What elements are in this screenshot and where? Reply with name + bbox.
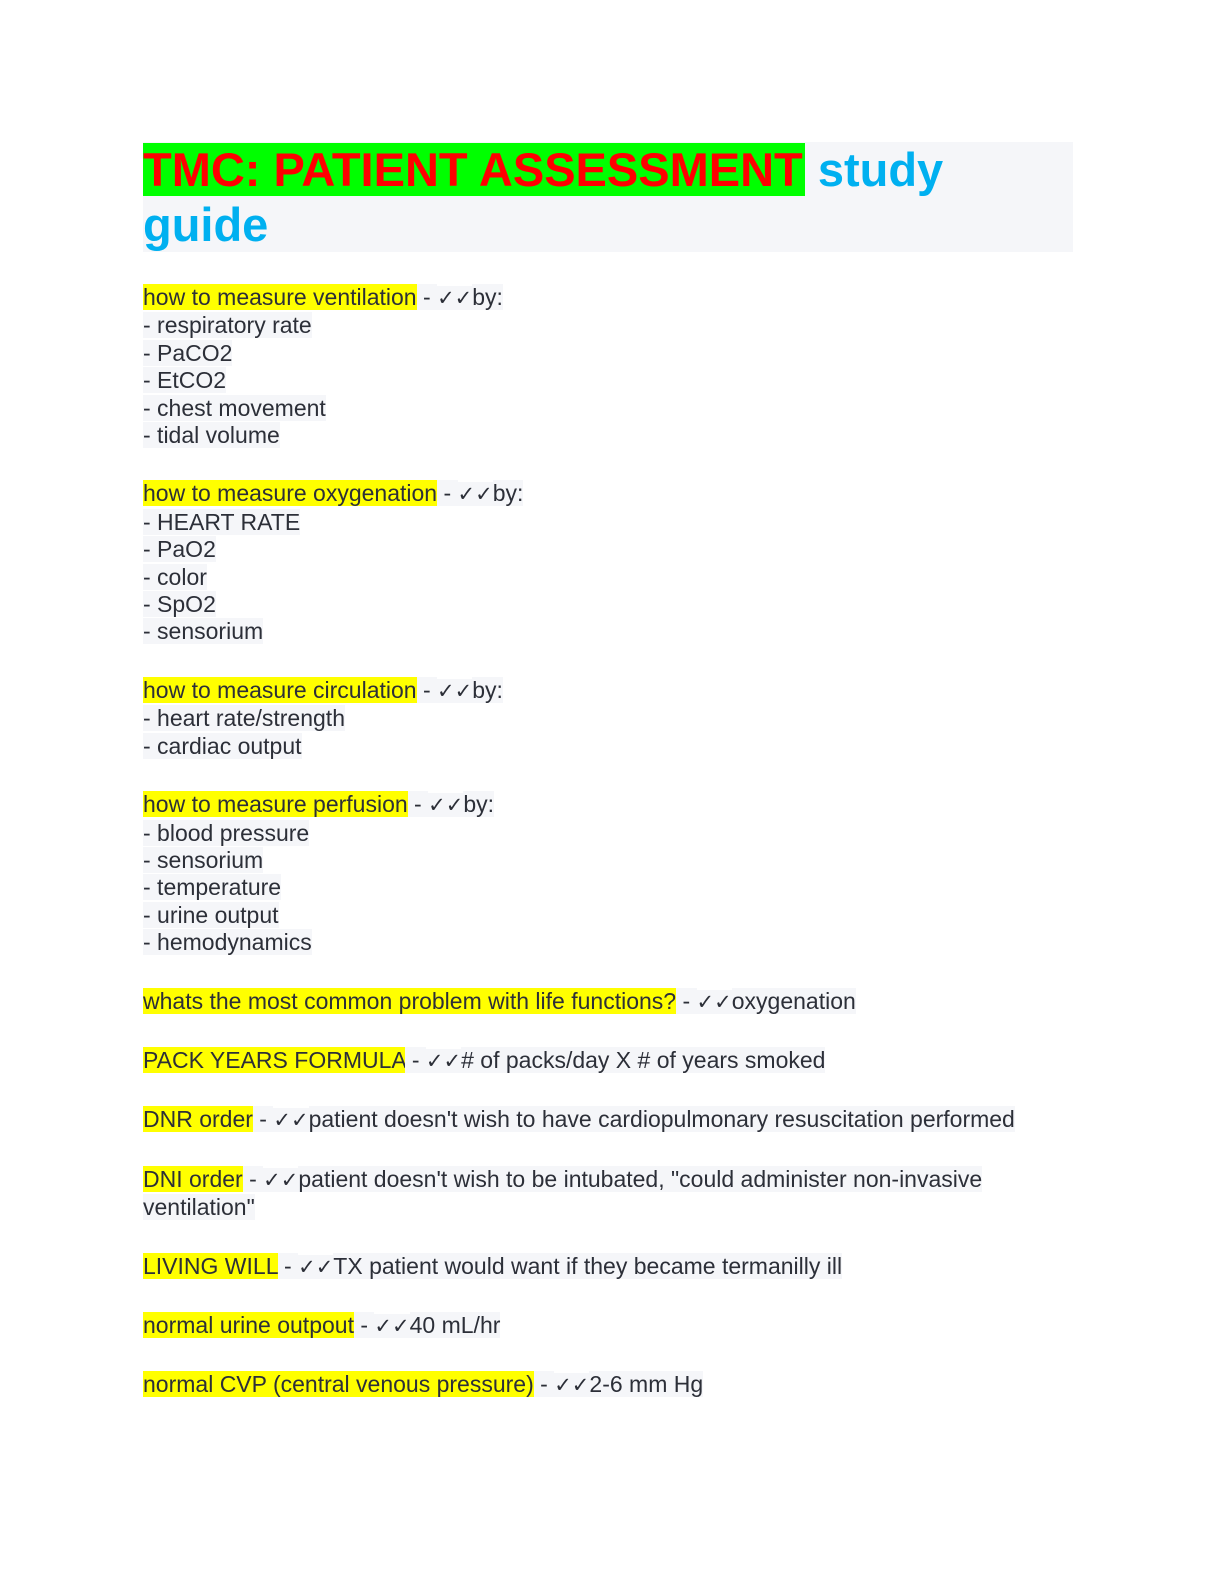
entry-first-line: [143, 1371, 1073, 1399]
entry-answer: # of packs/day X # of years smoked: [461, 1046, 826, 1073]
document-title: [143, 142, 1073, 252]
entry-separator: -: [407, 791, 429, 818]
double-check-icon: ✓✓: [554, 1373, 590, 1398]
double-check-icon: ✓✓: [374, 1313, 410, 1338]
flashcard-entry: [143, 1371, 1073, 1399]
entry-term: PACK YEARS FORMULA: [143, 1046, 406, 1073]
entry-separator: -: [437, 480, 458, 507]
entry-list-line: [143, 733, 1073, 760]
entry-separator: -: [533, 1371, 555, 1398]
entry-term: how to measure perfusion: [143, 791, 408, 818]
flashcard-entry: [143, 791, 1073, 956]
entry-term: DNR order: [143, 1106, 253, 1133]
entry-answer: 40 mL/hr: [409, 1311, 501, 1338]
entry-answer: patient doesn't wish to have cardiopulmonary resuscitation performed: [308, 1106, 1015, 1133]
entry-first-line: [143, 480, 1073, 508]
entry-list-line: [143, 509, 1073, 536]
entry-list-item: - respiratory rate: [143, 312, 312, 339]
entry-separator: -: [416, 676, 438, 703]
entry-term: how to measure oxygenation: [143, 480, 438, 507]
entry-separator: -: [405, 1046, 426, 1073]
entry-list-line: [143, 564, 1073, 591]
entry-list-item: ventilation": [143, 1194, 255, 1221]
entry-term: LIVING WILL: [143, 1252, 278, 1279]
double-check-icon: ✓✓: [457, 482, 493, 507]
title-highlighted: TMC: PATIENT ASSESSMENT: [143, 143, 803, 196]
entry-term: DNI order: [143, 1165, 243, 1192]
entry-answer: oxygenation: [731, 987, 856, 1014]
entry-first-line: [143, 1312, 1073, 1340]
entry-first-line: [143, 988, 1073, 1016]
double-check-icon: ✓✓: [263, 1167, 299, 1192]
entry-list-item: - cardiac output: [143, 732, 302, 759]
entry-first-line: [143, 1166, 1073, 1194]
entry-answer: 2-6 mm Hg: [589, 1371, 704, 1398]
entry-list-line: [143, 312, 1073, 339]
flashcard-entry: [143, 284, 1073, 449]
entry-answer: by:: [472, 676, 503, 703]
entry-separator: -: [676, 987, 697, 1014]
flashcard-entry: [143, 1253, 1073, 1281]
entry-list-item: - color: [143, 563, 207, 590]
entry-list-line: [143, 1194, 1073, 1221]
double-check-icon: ✓✓: [425, 1048, 462, 1073]
entry-term: how to measure circulation: [143, 676, 417, 703]
entry-list-item: - tidal volume: [143, 422, 280, 449]
double-check-icon: ✓✓: [696, 989, 732, 1014]
entry-list-line: [143, 820, 1073, 847]
entry-separator: -: [353, 1311, 375, 1338]
entry-separator: -: [277, 1252, 299, 1279]
entry-first-line: [143, 1106, 1073, 1134]
double-check-icon: ✓✓: [298, 1254, 334, 1279]
entry-answer: patient doesn't wish to be intubated, "could administer non-invasive: [298, 1165, 983, 1192]
entry-first-line: [143, 1253, 1073, 1281]
entry-list-line: [143, 705, 1073, 732]
entry-list-line: [143, 591, 1073, 618]
entry-list-line: [143, 340, 1073, 367]
entry-list-line: [143, 536, 1073, 563]
entry-list-line: [143, 395, 1073, 422]
entry-list-line: [143, 929, 1073, 956]
double-check-icon: ✓✓: [437, 286, 473, 310]
entry-list-item: - chest movement: [143, 394, 326, 421]
flashcard-entry: [143, 1047, 1073, 1075]
flashcard-entry: [143, 1166, 1073, 1222]
entry-list-line: [143, 422, 1073, 449]
entry-first-line: [143, 791, 1073, 819]
flashcard-entry: [143, 677, 1073, 760]
flashcard-entry: [143, 988, 1073, 1016]
entry-separator: -: [242, 1165, 264, 1192]
entry-answer: by:: [472, 284, 503, 310]
entry-first-line: [143, 1047, 1073, 1075]
entry-separator: -: [416, 284, 438, 310]
entry-term: normal urine outpout: [143, 1311, 354, 1338]
entry-list-item: - hemodynamics: [143, 929, 312, 956]
flashcard-entry: [143, 1312, 1073, 1340]
flashcard-entry: [143, 480, 1073, 645]
entry-list-item: - EtCO2: [143, 367, 227, 394]
entry-list-item: - PaCO2: [143, 339, 233, 366]
entry-term: how to measure ventilation: [143, 284, 417, 310]
flashcard-entry: [143, 1106, 1073, 1134]
entry-separator: -: [252, 1106, 274, 1133]
flashcard-list: [143, 284, 1073, 1400]
double-check-icon: ✓✓: [428, 793, 464, 818]
entry-answer: TX patient would want if they became termanilly ill: [333, 1252, 843, 1279]
entry-list-item: - heart rate/strength: [143, 705, 345, 732]
entry-list-line: [143, 618, 1073, 645]
entry-list-item: - sensorium: [143, 618, 264, 645]
entry-list-item: - PaO2: [143, 536, 216, 563]
entry-list-item: - sensorium: [143, 846, 264, 873]
entry-list-item: - temperature: [143, 874, 282, 901]
entry-term: whats the most common problem with life functions?: [143, 987, 677, 1014]
entry-answer: by:: [492, 480, 524, 507]
entry-list-item: - HEART RATE: [143, 508, 301, 535]
entry-list-item: - SpO2: [143, 591, 216, 618]
entry-list-line: [143, 367, 1073, 394]
entry-list-item: - urine output: [143, 901, 279, 928]
entry-list-line: [143, 902, 1073, 929]
entry-list-line: [143, 847, 1073, 874]
entry-answer: by:: [463, 791, 494, 818]
title-rest: study guide: [143, 143, 944, 251]
entry-term: normal CVP (central venous pressure): [143, 1371, 534, 1398]
double-check-icon: ✓✓: [273, 1108, 309, 1133]
document-page: [143, 142, 1073, 1431]
entry-first-line: [143, 677, 1073, 705]
double-check-icon: ✓✓: [437, 678, 473, 703]
entry-first-line: [143, 284, 1073, 312]
entry-list-line: [143, 874, 1073, 901]
entry-list-item: - blood pressure: [143, 819, 310, 846]
